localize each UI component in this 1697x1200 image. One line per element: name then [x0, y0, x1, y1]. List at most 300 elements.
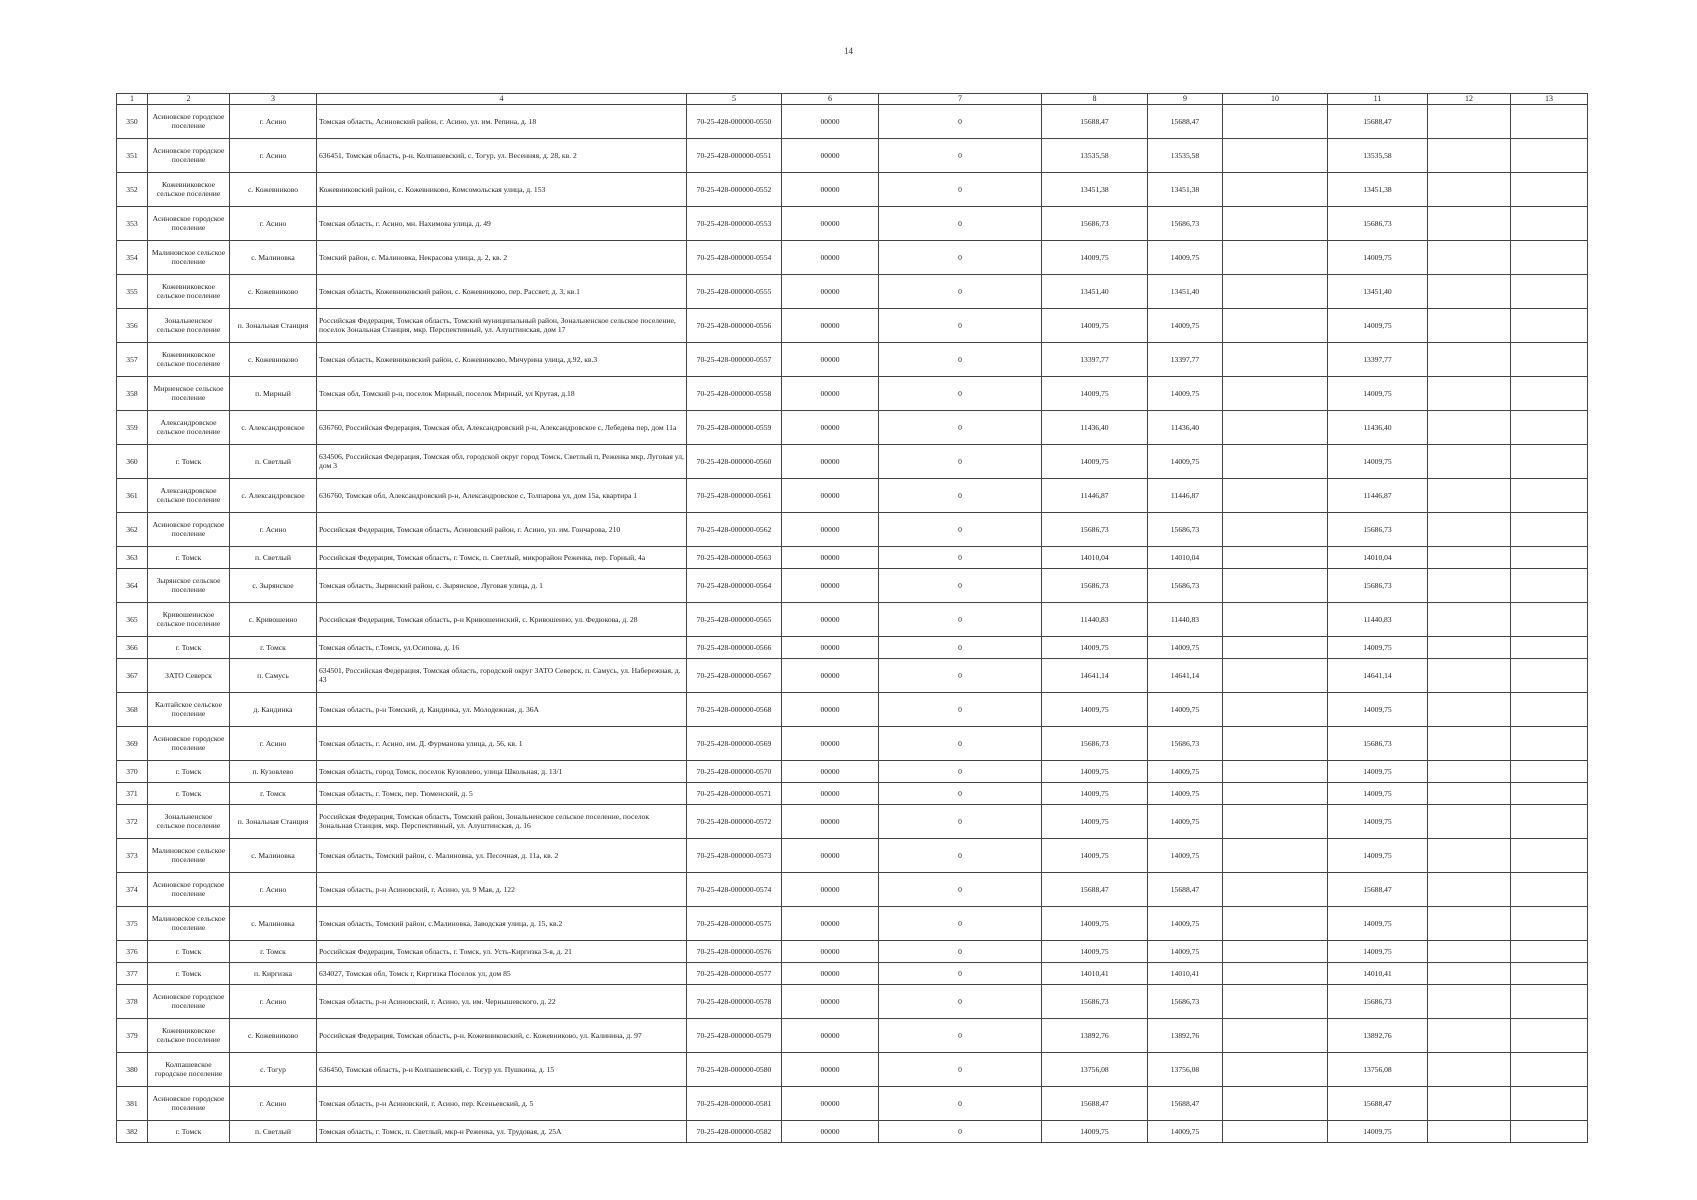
- cell-municipality: Зональненское сельское поселение: [148, 804, 230, 838]
- cell-address: 634506, Российская Федерация, Томская обл, городской округ город Томск, Светлый п, Реженка мкр, Луговая ул, дом 3: [317, 444, 687, 478]
- cell-value-7: 0: [879, 1052, 1042, 1086]
- cell-amount-11: 15686,73: [1328, 984, 1428, 1018]
- cell-settlement: п. Зональная Станция: [230, 308, 317, 342]
- table-row: [117, 1120, 1588, 1142]
- column-header-2: 2: [148, 94, 230, 105]
- cell-address: Российская Федерация, Томская область, Асиновский район, г. Асино, ул. им. Гончарова, 210: [317, 512, 687, 546]
- cell-value-10: [1223, 240, 1328, 274]
- cell-amount-9: 14009,75: [1148, 804, 1223, 838]
- column-header-11: 11: [1328, 94, 1428, 105]
- cell-settlement: г. Асино: [230, 512, 317, 546]
- cell-registry-code: 70-25-428-000000-0551: [687, 138, 782, 172]
- cell-value-12: [1428, 342, 1511, 376]
- table-row: [117, 274, 1588, 308]
- cell-amount-9: 14010,04: [1148, 546, 1223, 568]
- cell-row-number: 351: [117, 138, 148, 172]
- cell-value-10: [1223, 760, 1328, 782]
- cell-settlement: п. Светлый: [230, 546, 317, 568]
- cell-row-number: 354: [117, 240, 148, 274]
- cell-value-7: 0: [879, 342, 1042, 376]
- cell-value-12: [1428, 760, 1511, 782]
- cell-address: 636450, Томская область, р-н Колпашевский, с. Тогур ул. Пушкина, д. 15: [317, 1052, 687, 1086]
- cell-row-number: 381: [117, 1086, 148, 1120]
- cell-row-number: 356: [117, 308, 148, 342]
- table-row: [117, 984, 1588, 1018]
- cell-value-7: 0: [879, 1086, 1042, 1120]
- cell-registry-code: 70-25-428-000000-0572: [687, 804, 782, 838]
- cell-value-10: [1223, 984, 1328, 1018]
- cell-address: Томская область, Томский район, с. Малиновка, ул. Песочная, д. 11а, кв. 2: [317, 838, 687, 872]
- cell-row-number: 365: [117, 602, 148, 636]
- cell-municipality: Кожевниковское сельское поселение: [148, 1018, 230, 1052]
- cell-value-10: [1223, 1018, 1328, 1052]
- cell-amount-9: 14009,75: [1148, 444, 1223, 478]
- cell-code-6: 00000: [782, 206, 879, 240]
- cell-value-10: [1223, 692, 1328, 726]
- cell-registry-code: 70-25-428-000000-0558: [687, 376, 782, 410]
- cell-amount-8: 15688,47: [1042, 1086, 1148, 1120]
- cell-amount-9: 14009,75: [1148, 308, 1223, 342]
- cell-address: Томская область, р-н Асиновский, г. Асино, ул. им. Чернышевского, д. 22: [317, 984, 687, 1018]
- cell-value-13: [1511, 782, 1588, 804]
- cell-amount-9: 15686,73: [1148, 984, 1223, 1018]
- cell-address: Российская Федерация, Томская область, р-н. Кожевниковский, с. Кожевниково, ул. Калинина, д. 97: [317, 1018, 687, 1052]
- cell-value-10: [1223, 838, 1328, 872]
- cell-municipality: Колпашевское городское поселение: [148, 1052, 230, 1086]
- cell-address: Томская область, город Томск, поселок Кузовлево, улица Школьная, д. 13/1: [317, 760, 687, 782]
- cell-settlement: п. Светлый: [230, 1120, 317, 1142]
- cell-address: Томская область, г.Томск, ул.Осипова, д. 16: [317, 636, 687, 658]
- cell-amount-9: 13451,38: [1148, 172, 1223, 206]
- cell-registry-code: 70-25-428-000000-0570: [687, 760, 782, 782]
- cell-amount-11: 14641,14: [1328, 658, 1428, 692]
- cell-code-6: 00000: [782, 308, 879, 342]
- cell-row-number: 367: [117, 658, 148, 692]
- cell-value-12: [1428, 804, 1511, 838]
- column-header-5: 5: [687, 94, 782, 105]
- cell-registry-code: 70-25-428-000000-0560: [687, 444, 782, 478]
- cell-amount-9: 13756,08: [1148, 1052, 1223, 1086]
- cell-settlement: г. Асино: [230, 206, 317, 240]
- cell-row-number: 363: [117, 546, 148, 568]
- cell-amount-8: 14009,75: [1042, 940, 1148, 962]
- cell-municipality: г. Томск: [148, 1120, 230, 1142]
- cell-value-13: [1511, 104, 1588, 138]
- cell-code-6: 00000: [782, 1018, 879, 1052]
- cell-settlement: г. Томск: [230, 940, 317, 962]
- cell-value-7: 0: [879, 782, 1042, 804]
- cell-amount-11: 14009,75: [1328, 240, 1428, 274]
- cell-row-number: 379: [117, 1018, 148, 1052]
- cell-code-6: 00000: [782, 342, 879, 376]
- cell-registry-code: 70-25-428-000000-0555: [687, 274, 782, 308]
- cell-value-13: [1511, 658, 1588, 692]
- cell-value-13: [1511, 726, 1588, 760]
- cell-settlement: г. Асино: [230, 138, 317, 172]
- cell-value-7: 0: [879, 376, 1042, 410]
- cell-value-12: [1428, 172, 1511, 206]
- cell-municipality: Асиновское городское поселение: [148, 206, 230, 240]
- cell-settlement: с. Зырянское: [230, 568, 317, 602]
- table-row: [117, 342, 1588, 376]
- cell-amount-11: 11436,40: [1328, 410, 1428, 444]
- cell-registry-code: 70-25-428-000000-0554: [687, 240, 782, 274]
- cell-amount-11: 14009,75: [1328, 376, 1428, 410]
- cell-code-6: 00000: [782, 692, 879, 726]
- cell-municipality: г. Томск: [148, 444, 230, 478]
- cell-amount-8: 11440,83: [1042, 602, 1148, 636]
- cell-amount-9: 13451,40: [1148, 274, 1223, 308]
- cell-value-10: [1223, 512, 1328, 546]
- table-row: [117, 172, 1588, 206]
- cell-row-number: 375: [117, 906, 148, 940]
- cell-amount-9: 14009,75: [1148, 782, 1223, 804]
- cell-value-10: [1223, 478, 1328, 512]
- table-row: [117, 838, 1588, 872]
- cell-value-10: [1223, 726, 1328, 760]
- cell-amount-8: 14009,75: [1042, 376, 1148, 410]
- cell-amount-9: 15686,73: [1148, 206, 1223, 240]
- cell-row-number: 362: [117, 512, 148, 546]
- cell-value-10: [1223, 376, 1328, 410]
- cell-address: Томская область, р-н Асиновский, г. Асино, пер. Ксеньевский, д. 5: [317, 1086, 687, 1120]
- cell-registry-code: 70-25-428-000000-0575: [687, 906, 782, 940]
- cell-amount-8: 13756,08: [1042, 1052, 1148, 1086]
- cell-value-10: [1223, 906, 1328, 940]
- column-header-8: 8: [1042, 94, 1148, 105]
- cell-value-12: [1428, 138, 1511, 172]
- page-number: 14: [844, 46, 853, 56]
- cell-amount-11: 15686,73: [1328, 512, 1428, 546]
- cell-settlement: с. Александровское: [230, 410, 317, 444]
- cell-registry-code: 70-25-428-000000-0559: [687, 410, 782, 444]
- cell-amount-11: 14009,75: [1328, 1120, 1428, 1142]
- cell-code-6: 00000: [782, 274, 879, 308]
- cell-value-13: [1511, 308, 1588, 342]
- cell-value-12: [1428, 376, 1511, 410]
- cell-row-number: 370: [117, 760, 148, 782]
- cell-value-12: [1428, 1018, 1511, 1052]
- cell-amount-8: 15686,73: [1042, 726, 1148, 760]
- cell-code-6: 00000: [782, 1052, 879, 1086]
- cell-address: Томская область, Томский район, с.Малиновка, Заводская улица, д. 15, кв.2: [317, 906, 687, 940]
- cell-amount-11: 15688,47: [1328, 1086, 1428, 1120]
- cell-value-13: [1511, 172, 1588, 206]
- table-row: [117, 692, 1588, 726]
- cell-amount-11: 13756,08: [1328, 1052, 1428, 1086]
- cell-municipality: г. Томск: [148, 962, 230, 984]
- cell-address: 636760, Российская Федерация, Томская обл, Александровский р-н, Александровское с, Лебедева пер, дом 11а: [317, 410, 687, 444]
- cell-value-13: [1511, 274, 1588, 308]
- cell-settlement: г. Асино: [230, 726, 317, 760]
- cell-amount-9: 14009,75: [1148, 240, 1223, 274]
- cell-value-13: [1511, 1052, 1588, 1086]
- table-row: [117, 726, 1588, 760]
- cell-amount-8: 13397,77: [1042, 342, 1148, 376]
- cell-amount-8: 15688,47: [1042, 104, 1148, 138]
- cell-address: Российская Федерация, Томская область, г. Томск, п. Светлый, микрорайон Реженка, пер. Горный, 4а: [317, 546, 687, 568]
- cell-value-12: [1428, 726, 1511, 760]
- cell-row-number: 366: [117, 636, 148, 658]
- register-table: [116, 93, 1588, 1143]
- cell-amount-9: 13892,76: [1148, 1018, 1223, 1052]
- cell-settlement: п. Киргизка: [230, 962, 317, 984]
- cell-settlement: с. Кожевниково: [230, 1018, 317, 1052]
- cell-value-10: [1223, 342, 1328, 376]
- table-row: [117, 906, 1588, 940]
- cell-amount-8: 14009,75: [1042, 1120, 1148, 1142]
- cell-row-number: 377: [117, 962, 148, 984]
- cell-value-13: [1511, 478, 1588, 512]
- cell-municipality: г. Томск: [148, 760, 230, 782]
- cell-amount-9: 14009,75: [1148, 906, 1223, 940]
- table-row: [117, 512, 1588, 546]
- cell-value-12: [1428, 1052, 1511, 1086]
- cell-registry-code: 70-25-428-000000-0581: [687, 1086, 782, 1120]
- cell-amount-11: 14010,04: [1328, 546, 1428, 568]
- cell-address: Российская Федерация, Томская область, г. Томск, ул. Усть-Киргизка 3-я, д. 21: [317, 940, 687, 962]
- cell-registry-code: 70-25-428-000000-0561: [687, 478, 782, 512]
- cell-settlement: с. Малиновка: [230, 240, 317, 274]
- cell-value-13: [1511, 692, 1588, 726]
- cell-settlement: с. Кожевниково: [230, 342, 317, 376]
- cell-registry-code: 70-25-428-000000-0565: [687, 602, 782, 636]
- cell-address: Российская Федерация, Томская область, Томский муниципальный район, Зональненское сельское поселение, поселок Зональная Станция, мкр. Перспективный, ул. Алуштинская, дом 17: [317, 308, 687, 342]
- table-row: [117, 872, 1588, 906]
- cell-code-6: 00000: [782, 444, 879, 478]
- cell-value-12: [1428, 906, 1511, 940]
- cell-municipality: Малиновское сельское поселение: [148, 240, 230, 274]
- cell-amount-8: 15686,73: [1042, 206, 1148, 240]
- cell-value-10: [1223, 138, 1328, 172]
- column-header-12: 12: [1428, 94, 1511, 105]
- cell-amount-9: 15686,73: [1148, 726, 1223, 760]
- cell-amount-11: 14009,75: [1328, 692, 1428, 726]
- cell-value-13: [1511, 240, 1588, 274]
- cell-registry-code: 70-25-428-000000-0550: [687, 104, 782, 138]
- cell-amount-8: 14641,14: [1042, 658, 1148, 692]
- cell-value-12: [1428, 658, 1511, 692]
- cell-address: Томская область, Кожевниковский район, с. Кожевниково, Мичурина улица, д.92, кв.3: [317, 342, 687, 376]
- cell-value-13: [1511, 1018, 1588, 1052]
- cell-settlement: с. Малиновка: [230, 906, 317, 940]
- cell-settlement: д. Кандинка: [230, 692, 317, 726]
- cell-value-10: [1223, 782, 1328, 804]
- cell-address: Томская область, г. Асино, мн. Нахимова улица, д. 49: [317, 206, 687, 240]
- table-row: [117, 1086, 1588, 1120]
- table-row: [117, 104, 1588, 138]
- cell-value-7: 0: [879, 410, 1042, 444]
- cell-address: Томский район, с. Малиновка, Некрасова улица, д. 2, кв. 2: [317, 240, 687, 274]
- cell-value-7: 0: [879, 984, 1042, 1018]
- cell-municipality: Калтайское сельское поселение: [148, 692, 230, 726]
- cell-registry-code: 70-25-428-000000-0566: [687, 636, 782, 658]
- column-header-4: 4: [317, 94, 687, 105]
- cell-value-7: 0: [879, 1120, 1042, 1142]
- cell-value-10: [1223, 602, 1328, 636]
- cell-amount-11: 15686,73: [1328, 568, 1428, 602]
- cell-amount-9: 14009,75: [1148, 692, 1223, 726]
- cell-municipality: Кожевниковское сельское поселение: [148, 274, 230, 308]
- cell-amount-8: 15688,47: [1042, 872, 1148, 906]
- cell-value-12: [1428, 692, 1511, 726]
- column-header-10: 10: [1223, 94, 1328, 105]
- cell-address: 634027, Томская обл, Томск г, Киргизка Поселок ул, дом 85: [317, 962, 687, 984]
- cell-code-6: 00000: [782, 962, 879, 984]
- cell-value-10: [1223, 1086, 1328, 1120]
- cell-value-12: [1428, 568, 1511, 602]
- cell-code-6: 00000: [782, 726, 879, 760]
- cell-code-6: 00000: [782, 1086, 879, 1120]
- cell-code-6: 00000: [782, 782, 879, 804]
- cell-value-10: [1223, 872, 1328, 906]
- cell-row-number: 369: [117, 726, 148, 760]
- cell-amount-9: 15688,47: [1148, 104, 1223, 138]
- cell-amount-8: 13451,38: [1042, 172, 1148, 206]
- cell-amount-9: 14010,41: [1148, 962, 1223, 984]
- cell-address: Томская область, Асиновский район, г. Асино, ул. им. Репина, д. 18: [317, 104, 687, 138]
- cell-code-6: 00000: [782, 804, 879, 838]
- cell-settlement: с. Кривошеино: [230, 602, 317, 636]
- cell-municipality: Асиновское городское поселение: [148, 512, 230, 546]
- cell-value-10: [1223, 658, 1328, 692]
- cell-registry-code: 70-25-428-000000-0576: [687, 940, 782, 962]
- cell-settlement: г. Томск: [230, 636, 317, 658]
- table-row: [117, 636, 1588, 658]
- cell-municipality: г. Томск: [148, 940, 230, 962]
- cell-amount-11: 11446,87: [1328, 478, 1428, 512]
- cell-amount-9: 15686,73: [1148, 568, 1223, 602]
- cell-code-6: 00000: [782, 658, 879, 692]
- cell-address: Российская Федерация, Томская область, Томский район, Зональненское сельское поселение, поселок Зональная Станция, мкр. Перспективный, ул. Алуштинская, д. 16: [317, 804, 687, 838]
- cell-amount-11: 15688,47: [1328, 872, 1428, 906]
- cell-value-12: [1428, 308, 1511, 342]
- cell-registry-code: 70-25-428-000000-0577: [687, 962, 782, 984]
- cell-code-6: 00000: [782, 602, 879, 636]
- cell-row-number: 380: [117, 1052, 148, 1086]
- cell-address: Томская область, г. Асино, им. Д. Фурманова улица, д. 56, кв. 1: [317, 726, 687, 760]
- cell-row-number: 352: [117, 172, 148, 206]
- cell-address: Томская область, г. Томск, пер. Тюменский, д. 5: [317, 782, 687, 804]
- cell-address: Томская обл, Томский р-н, поселок Мирный, поселок Мирный, ул Крутая, д.18: [317, 376, 687, 410]
- cell-address: Томская область, г. Томск, п. Светлый, мкр-н Реженка, ул. Трудовая, д. 25А: [317, 1120, 687, 1142]
- cell-address: Томская область, р-н Асиновский, г. Асино, ул. 9 Мая, д. 122: [317, 872, 687, 906]
- cell-municipality: Александровское сельское поселение: [148, 478, 230, 512]
- cell-amount-8: 13535,58: [1042, 138, 1148, 172]
- cell-amount-9: 14009,75: [1148, 1120, 1223, 1142]
- cell-value-12: [1428, 240, 1511, 274]
- cell-registry-code: 70-25-428-000000-0567: [687, 658, 782, 692]
- cell-amount-8: 14009,75: [1042, 692, 1148, 726]
- cell-value-7: 0: [879, 962, 1042, 984]
- cell-amount-8: 14009,75: [1042, 838, 1148, 872]
- table-body: [117, 104, 1588, 1142]
- cell-value-12: [1428, 1120, 1511, 1142]
- cell-value-7: 0: [879, 478, 1042, 512]
- cell-value-12: [1428, 602, 1511, 636]
- column-header-1: 1: [117, 94, 148, 105]
- cell-registry-code: 70-25-428-000000-0564: [687, 568, 782, 602]
- cell-amount-9: 14641,14: [1148, 658, 1223, 692]
- cell-value-13: [1511, 206, 1588, 240]
- cell-value-7: 0: [879, 138, 1042, 172]
- cell-value-10: [1223, 1052, 1328, 1086]
- cell-row-number: 359: [117, 410, 148, 444]
- cell-value-12: [1428, 962, 1511, 984]
- cell-code-6: 00000: [782, 636, 879, 658]
- cell-amount-11: 14009,75: [1328, 804, 1428, 838]
- cell-municipality: Малиновское сельское поселение: [148, 906, 230, 940]
- cell-row-number: 368: [117, 692, 148, 726]
- cell-value-13: [1511, 138, 1588, 172]
- cell-municipality: Кожевниковское сельское поселение: [148, 172, 230, 206]
- cell-code-6: 00000: [782, 410, 879, 444]
- cell-amount-11: 14009,75: [1328, 444, 1428, 478]
- cell-address: Томская область, Кожевниковский район, с. Кожевниково, пер. Рассвет, д. 3, кв.1: [317, 274, 687, 308]
- cell-municipality: Асиновское городское поселение: [148, 1086, 230, 1120]
- table-row: [117, 546, 1588, 568]
- cell-code-6: 00000: [782, 104, 879, 138]
- cell-address: 636451, Томская область, р-н. Колпашевский, с. Тогур, ул. Весенняя, д. 28, кв. 2: [317, 138, 687, 172]
- cell-municipality: ЗАТО Северск: [148, 658, 230, 692]
- cell-value-7: 0: [879, 636, 1042, 658]
- cell-amount-11: 15686,73: [1328, 726, 1428, 760]
- cell-value-7: 0: [879, 804, 1042, 838]
- cell-settlement: п. Светлый: [230, 444, 317, 478]
- cell-value-13: [1511, 444, 1588, 478]
- cell-row-number: 361: [117, 478, 148, 512]
- column-header-13: 13: [1511, 94, 1588, 105]
- cell-registry-code: 70-25-428-000000-0582: [687, 1120, 782, 1142]
- table-row: [117, 376, 1588, 410]
- cell-registry-code: 70-25-428-000000-0573: [687, 838, 782, 872]
- cell-registry-code: 70-25-428-000000-0562: [687, 512, 782, 546]
- cell-settlement: с. Александровское: [230, 478, 317, 512]
- cell-amount-11: 13397,77: [1328, 342, 1428, 376]
- cell-value-7: 0: [879, 308, 1042, 342]
- cell-value-12: [1428, 1086, 1511, 1120]
- cell-amount-11: 13451,40: [1328, 274, 1428, 308]
- cell-value-12: [1428, 444, 1511, 478]
- cell-amount-9: 14009,75: [1148, 760, 1223, 782]
- cell-code-6: 00000: [782, 478, 879, 512]
- cell-code-6: 00000: [782, 512, 879, 546]
- cell-value-10: [1223, 568, 1328, 602]
- cell-row-number: 373: [117, 838, 148, 872]
- cell-amount-8: 14009,75: [1042, 240, 1148, 274]
- table-row: [117, 962, 1588, 984]
- cell-amount-9: 11446,87: [1148, 478, 1223, 512]
- cell-settlement: п. Самусь: [230, 658, 317, 692]
- cell-settlement: г. Асино: [230, 104, 317, 138]
- cell-registry-code: 70-25-428-000000-0571: [687, 782, 782, 804]
- cell-address: Российская Федерация, Томская область, р-н Кривошеинский, с. Кривошеино, ул. Федюкова, д. 28: [317, 602, 687, 636]
- cell-amount-8: 14009,75: [1042, 782, 1148, 804]
- cell-code-6: 00000: [782, 1120, 879, 1142]
- cell-settlement: г. Асино: [230, 872, 317, 906]
- cell-code-6: 00000: [782, 984, 879, 1018]
- cell-value-13: [1511, 546, 1588, 568]
- cell-municipality: Асиновское городское поселение: [148, 984, 230, 1018]
- cell-value-10: [1223, 410, 1328, 444]
- cell-value-12: [1428, 838, 1511, 872]
- cell-value-7: 0: [879, 172, 1042, 206]
- cell-value-13: [1511, 568, 1588, 602]
- cell-amount-8: 14009,75: [1042, 444, 1148, 478]
- cell-amount-11: 14009,75: [1328, 782, 1428, 804]
- cell-code-6: 00000: [782, 546, 879, 568]
- cell-row-number: 350: [117, 104, 148, 138]
